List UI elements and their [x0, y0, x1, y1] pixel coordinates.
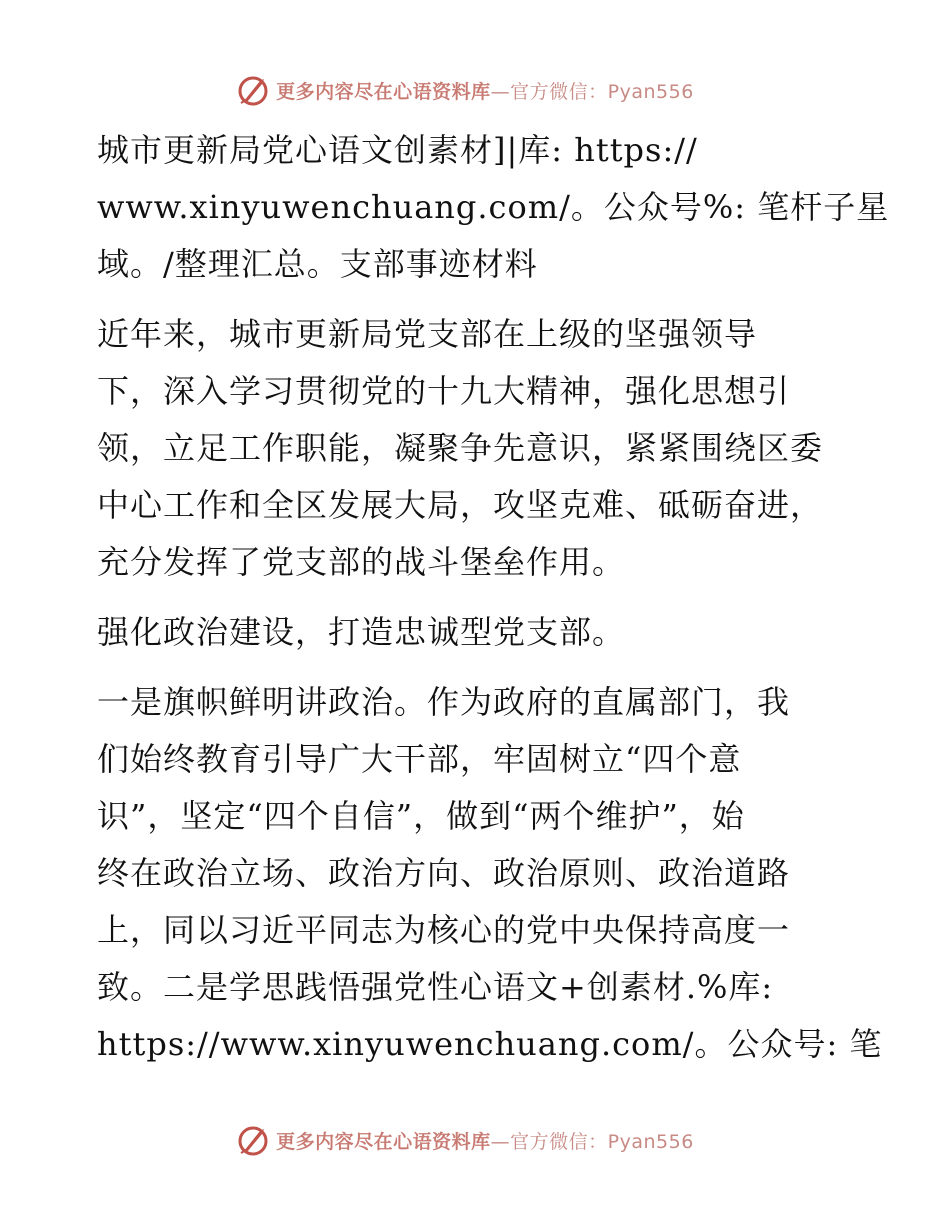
document-body: [97, 122, 890, 1086]
paragraph-heading: [97, 604, 857, 661]
paragraph-intro: [97, 122, 890, 293]
text-line: 中心工作和全区发展大局，攻坚克难、砥砺奋进，: [97, 486, 824, 524]
quill-pen-logo-icon: [236, 1123, 270, 1157]
text-line: https://www.xinyuwenchuang.com/。公众号: 笔: [97, 1025, 883, 1063]
banner-separator: —: [490, 1130, 511, 1153]
text-line: 充分发挥了党支部的战斗堡垒作用。: [97, 543, 626, 581]
text-line: 领，立足工作职能，凝聚争先意识，紧紧围绕区委: [97, 429, 824, 467]
banner-text: [276, 77, 694, 104]
bottom-watermark-banner: [0, 1120, 950, 1160]
text-line: 下，深入学习贯彻党的十九大精神，强化思想引: [97, 372, 791, 410]
quill-pen-logo-icon: [236, 73, 270, 107]
text-line: 一是旗帜鲜明讲政治。作为政府的直属部门，我: [97, 683, 791, 721]
text-line: www.xinyuwenchuang.com/。公众号%: 笔杆子星: [97, 188, 890, 226]
paragraph-detail: [97, 674, 883, 1073]
banner-main-text: 更多内容尽在心语资料库: [276, 80, 491, 103]
text-line: 上，同以习近平同志为核心的党中央保持高度一: [97, 911, 791, 949]
banner-text: [276, 1127, 694, 1154]
paragraph-overview: [97, 306, 857, 591]
top-watermark-banner: [0, 70, 950, 110]
banner-main-text: 更多内容尽在心语资料库: [276, 1130, 491, 1153]
text-line: 致。二是学思践悟强党性心语文+创素材.%库:: [97, 968, 774, 1006]
text-line: 域。/整理汇总。支部事迹材料: [97, 245, 538, 283]
text-line: 终在政治立场、政治方向、政治原则、政治道路: [97, 854, 791, 892]
text-line: 城市更新局党心语文创素材]|库: https://: [97, 131, 698, 169]
banner-account-text: 官方微信：Pyan556: [510, 1130, 694, 1153]
section-heading: 强化政治建设，打造忠诚型党支部。: [97, 613, 626, 651]
banner-separator: —: [490, 80, 511, 103]
text-line: 们始终教育引导广大干部，牢固树立“四个意: [97, 740, 742, 778]
text-line: 近年来，城市更新局党支部在上级的坚强领导: [97, 315, 758, 353]
text-line: 识”，坚定“四个自信”，做到“两个维护”，始: [97, 797, 745, 835]
banner-account-text: 官方微信：Pyan556: [510, 80, 694, 103]
